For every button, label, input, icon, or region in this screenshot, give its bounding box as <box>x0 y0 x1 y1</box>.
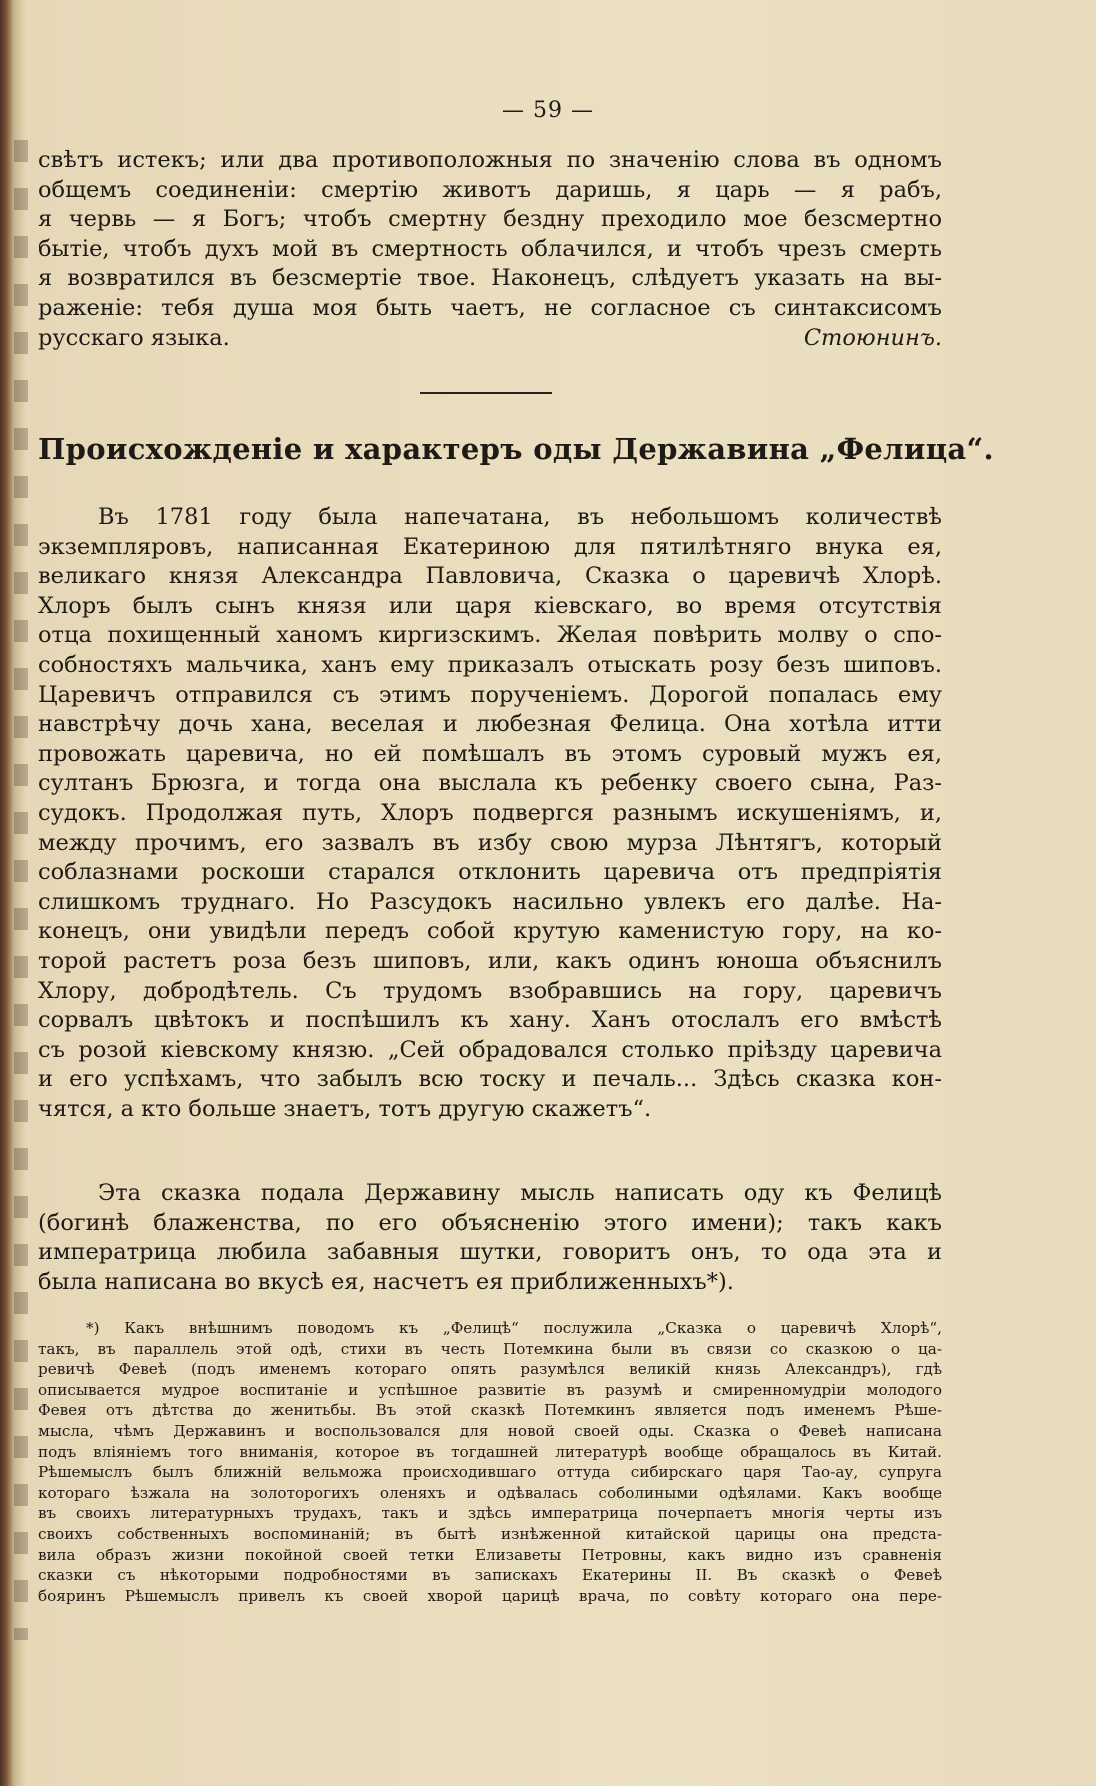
footnote-line: своихъ собственныхъ воспоминаній; въ бытѣ изнѣженной китайской царицы она предста- <box>38 1524 942 1543</box>
paragraph-2 <box>38 1179 942 1297</box>
footnote <box>38 1318 942 1606</box>
footnote-line: *) Какъ внѣшнимъ поводомъ къ „Фелицѣ“ послужила „Сказка о царевичѣ Хлорѣ“, <box>86 1319 942 1337</box>
footnote-line: котораго ѣзжала на золоторогихъ оленяхъ и одѣвалась соболиными одѣялами. Какъ вообще <box>38 1483 942 1502</box>
text-line: торой растетъ роза безъ шиповъ, или, какъ одинъ юноша объяснилъ <box>38 947 942 974</box>
section-divider <box>420 392 552 394</box>
text-line: конецъ, они увидѣли передъ собой крутую каменистую гору, на ко- <box>38 918 942 945</box>
footnote-line: Рѣшемыслъ былъ ближній вельможа происходившаго оттуда сибирскаго царя Тао-ау, супруга <box>38 1463 942 1482</box>
text-line: экземпляровъ, написанная Екатериною для пятилѣтняго внука ея, <box>38 533 942 560</box>
text-line: была написана во вкусѣ ея, насчетъ ея приближенныхъ*). <box>38 1268 734 1295</box>
text-line: между прочимъ, его зазвалъ въ избу свою мурза Лѣнтягъ, который <box>38 829 942 856</box>
author-signature: Стоюнинъ. <box>803 324 942 351</box>
text-line: сорвалъ цвѣтокъ и поспѣшилъ къ хану. Ханъ отослалъ его вмѣстѣ <box>38 1007 942 1034</box>
text-line: отца похищенный ханомъ киргизскимъ. Желая повѣрить молву о спо- <box>38 622 942 649</box>
text-line: русскаго языка. <box>38 324 230 351</box>
text-line: султанъ Брюзга, и тогда она выслала къ ребенку своего сына, Раз- <box>38 770 942 797</box>
text-line: свѣтъ истекъ; или два противоположныя по значенію слова въ одномъ <box>38 147 942 173</box>
text-line: провожать царевича, но ей помѣшалъ въ этомъ суровый мужъ ея, <box>38 740 942 767</box>
text-line: раженіе: тебя душа моя быть чаетъ, не согласное съ синтаксисомъ <box>38 294 942 321</box>
binding-edge <box>14 140 28 1640</box>
text-line: съ розой кіевскому князю. „Сей обрадовался столько пріѣзду царевича <box>38 1036 942 1063</box>
footnote-line: описывается мудрое воспитаніе и успѣшное развитіе въ разумѣ и смиренномудріи молодого <box>38 1380 942 1399</box>
text-line: судокъ. Продолжая путь, Хлоръ подвергся разнымъ искушеніямъ, и, <box>38 799 942 826</box>
footnote-line: Февея отъ дѣтства до женитьбы. Въ этой сказкѣ Потемкинъ является подъ именемъ Рѣше- <box>38 1401 942 1420</box>
text-line: и его успѣхамъ, что забылъ всю тоску и печаль... Здѣсь сказка кон- <box>38 1066 942 1093</box>
section-heading: Происхожденіе и характеръ оды Державина „Фелица“. <box>38 432 994 466</box>
footnote-line: подъ вліяніемъ того вниманія, которое въ тогдашней литературѣ вообще обращалось въ Китай. <box>38 1442 942 1461</box>
text-line: чятся, а кто больше знаетъ, тотъ другую скажетъ“. <box>38 1095 652 1122</box>
text-line: навстрѣчу дочь хана, веселая и любезная Фелица. Она хотѣла итти <box>38 711 942 738</box>
text-line: Хлоръ былъ сынъ князя или царя кіевскаго, во время отсутствія <box>38 592 942 619</box>
text-line: Царевичъ отправился съ этимъ порученіемъ. Дорогой попалась ему <box>38 681 942 708</box>
page-number: — 59 — <box>502 98 594 123</box>
footnote-line: ревичѣ Февеѣ (подъ именемъ котораго опять разумѣлся великій князь Александръ), гдѣ <box>38 1360 942 1379</box>
text-line: (богинѣ блаженства, по его объясненію этого имени); такъ какъ <box>38 1209 942 1236</box>
paragraph-1 <box>38 503 942 1124</box>
footnote-line: такъ, въ параллель этой одѣ, стихи въ честь Потемкина были въ связи со сказкою о ца- <box>38 1339 942 1358</box>
footnote-line: бояринъ Рѣшемыслъ привелъ къ своей хворой царицѣ врача, по совѣту котораго она пере- <box>38 1586 942 1605</box>
text-line: собностяхъ мальчика, ханъ ему приказалъ отыскать розу безъ шиповъ. <box>38 651 942 678</box>
text-line: бытіе, чтобъ духъ мой въ смертность облачился, и чтобъ чрезъ смерть <box>38 235 942 262</box>
previous-section-text <box>38 146 942 353</box>
text-line: соблазнами роскоши старался отклонить царевича отъ предпріятія <box>38 859 942 886</box>
text-line: императрица любила забавныя шутки, говоритъ онъ, то ода эта и <box>38 1239 942 1266</box>
text-line: слишкомъ труднаго. Но Разсудокъ насильно увлекъ его далѣе. На- <box>38 888 942 915</box>
text-line: Въ 1781 году была напечатана, въ небольшомъ количествѣ <box>98 504 942 530</box>
footnote-line: въ своихъ литературныхъ трудахъ, такъ и здѣсь императрица почерпаетъ многія черты изъ <box>38 1504 942 1523</box>
footnote-line: мысла, чѣмъ Державинъ и воспользовался для новой своей оды. Сказка о Февеѣ написана <box>38 1421 942 1440</box>
text-line: великаго князя Александра Павловича, Сказка о царевичѣ Хлорѣ. <box>38 563 942 590</box>
footnote-line: вила образъ жизни покойной своей тетки Елизаветы Петровны, какъ видно изъ сравненія <box>38 1545 942 1564</box>
closing-line <box>38 324 942 354</box>
text-line: я возвратился въ безсмертіе твое. Наконецъ, слѣдуетъ указать на вы- <box>38 265 942 292</box>
text-line: я червь — я Богъ; чтобъ смертну бездну преходило мое безсмертно <box>38 206 942 233</box>
text-line: общемъ соединеніи: смертію животъ даришь, я царь — я рабъ, <box>38 176 942 203</box>
footnote-line: сказки съ нѣкоторыми подробностями въ запискахъ Екатерины II. Въ сказкѣ о Февеѣ <box>38 1566 942 1585</box>
text-line: Эта сказка подала Державину мысль написать оду къ Фелицѣ <box>98 1180 942 1206</box>
text-line: Хлору, добродѣтель. Съ трудомъ взобравшись на гору, царевичъ <box>38 977 942 1004</box>
